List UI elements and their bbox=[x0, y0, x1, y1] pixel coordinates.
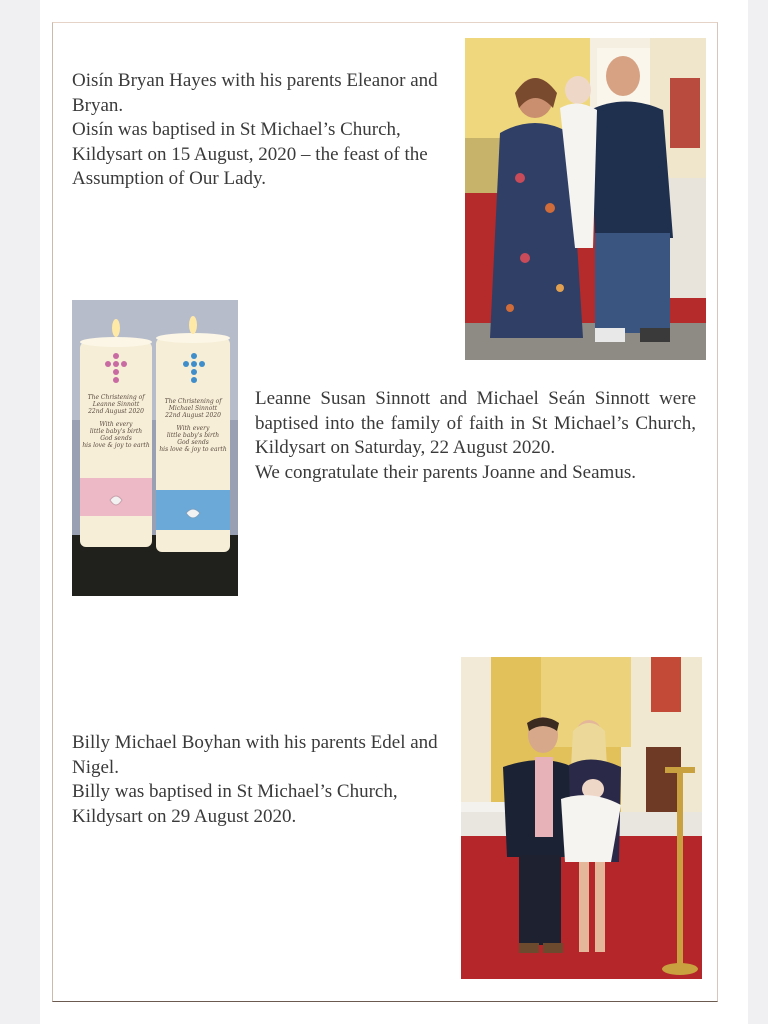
candle-left-line: 22nd August 2020 bbox=[88, 408, 144, 415]
entry-billy-text bbox=[72, 731, 452, 829]
entry-oisin-caption: Oisín Bryan Hayes with his parents Eleanor and Bryan. bbox=[72, 70, 438, 116]
candle-left-line: The Christening of bbox=[87, 394, 145, 401]
candle-left-label bbox=[82, 394, 150, 449]
candle-right-line: 22nd August 2020 bbox=[165, 412, 221, 419]
entry-sinnott-text bbox=[255, 387, 696, 485]
entry-oisin-text bbox=[72, 69, 457, 192]
entry-sinnott-caption: Leanne Susan Sinnott and Michael Seán Sinnott were baptised into the family of faith in St Michael’s Church, Kildysart on Saturday, 22 August 2020. bbox=[255, 388, 696, 458]
photo-christening-candles bbox=[72, 300, 238, 596]
candle-left-line: his love & joy to earth bbox=[82, 442, 150, 449]
candle-right-line: little baby's birth bbox=[166, 432, 220, 439]
candle-left-line: With every bbox=[99, 421, 133, 428]
candle-right-line: The Christening of bbox=[164, 398, 222, 405]
photo-billy-family bbox=[461, 657, 702, 979]
candle-left-line: God sends bbox=[100, 435, 132, 442]
candle-right-line: Michael Sinnott bbox=[168, 405, 218, 412]
entry-oisin-details: Oisín was baptised in St Michael’s Church, Kildysart on 15 August, 2020 – the feast of the Assumption of Our Lady. bbox=[72, 119, 428, 189]
entry-sinnott-details: We congratulate their parents Joanne and Seamus. bbox=[255, 461, 636, 483]
photo-oisin-family bbox=[465, 38, 706, 360]
candle-left-line: Leanne Sinnott bbox=[92, 401, 140, 408]
entry-billy-caption: Billy Michael Boyhan with his parents Edel and Nigel. bbox=[72, 732, 438, 778]
candle-right-line: With every bbox=[176, 425, 210, 432]
entry-billy-details: Billy was baptised in St Michael’s Church, Kildysart on 29 August 2020. bbox=[72, 781, 398, 827]
candle-right-label bbox=[158, 398, 228, 453]
candle-right-line: God sends bbox=[177, 439, 209, 446]
candle-left-line: little baby's birth bbox=[89, 428, 143, 435]
candle-right-line: his love & joy to earth bbox=[159, 446, 227, 453]
